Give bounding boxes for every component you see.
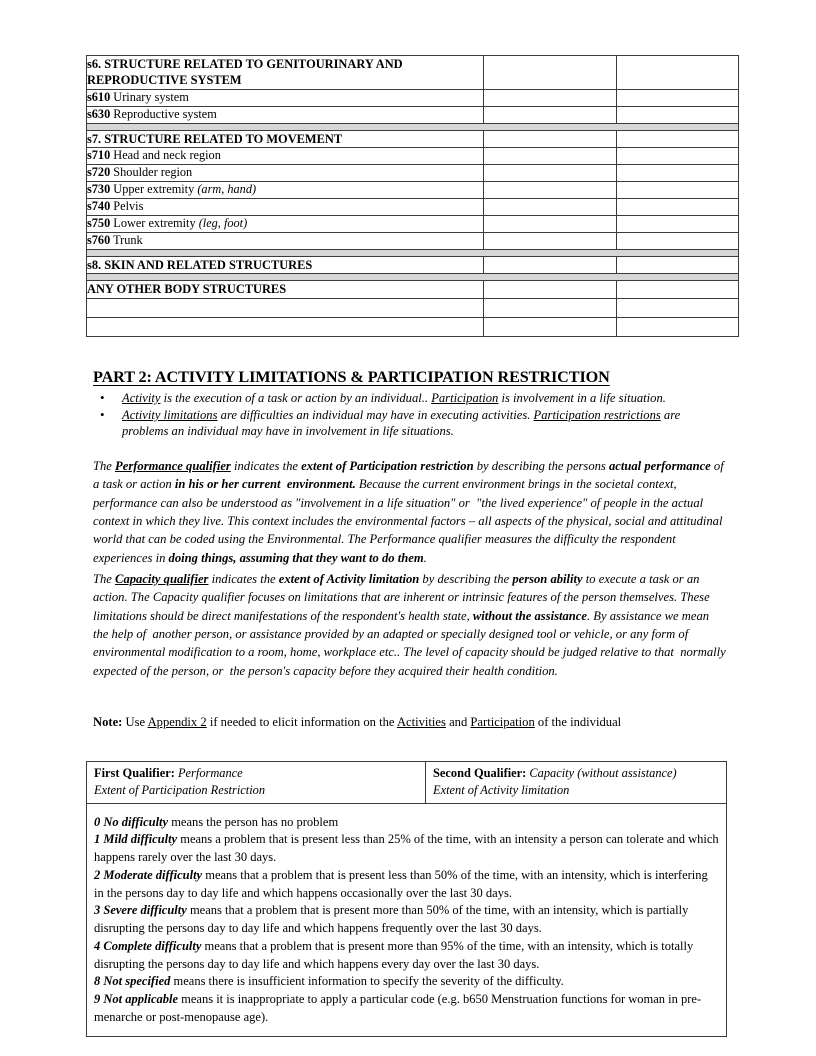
difficulty-level-label: 9 Not applicable bbox=[94, 992, 179, 1007]
qualifier-2-cell[interactable] bbox=[617, 298, 739, 317]
difficulty-level-label: 8 Not specified bbox=[94, 974, 171, 989]
qualifier-1-cell[interactable] bbox=[484, 199, 617, 216]
qualifier-2-cell[interactable] bbox=[617, 281, 739, 298]
capacity-qualifier-paragraph: The Capacity qualifier indicates the extent of Activity limitation by describing the person ability to execute a task or an action. The Capacity qualifier focuses on limitations that are inherent or intrinsic features of the person themselves. These limitations should be direct manifestations of the respondent's health state, without the assistance. By assistance we mean the help of another person, or assistance provided by an adapted or specially designed tool or vehicle, or any form of environmental modification to a room, home, workplace etc.. The level of capacity should be judged relative to that normally expected of the person, or the person's capacity before they acquired their health condition. bbox=[93, 572, 726, 678]
qualifier-2-cell[interactable] bbox=[617, 130, 739, 147]
structure-code: s760 bbox=[87, 233, 111, 248]
qualifier-2-cell[interactable] bbox=[617, 89, 739, 106]
difficulty-definition: 2 Moderate difficulty means that a problem that is present less than 50% of the time, with an intensity, which is interfering in the persons day to day life and which happens occasionally over the last 30 days. bbox=[94, 867, 708, 900]
table-row bbox=[87, 317, 739, 336]
structure-item-cell: s710 Head and neck region bbox=[87, 148, 484, 165]
qualifier-2-cell[interactable] bbox=[617, 257, 739, 274]
qualifier-2-cell[interactable] bbox=[617, 216, 739, 233]
structure-note: (leg, foot) bbox=[198, 216, 248, 231]
first-qualifier-label: First Qualifier: bbox=[94, 766, 175, 780]
qualifier-2-cell[interactable] bbox=[617, 56, 739, 90]
section-header-cell: s8. SKIN AND RELATED STRUCTURES bbox=[87, 257, 484, 274]
table-separator-row bbox=[87, 274, 739, 281]
separator-cell bbox=[87, 123, 739, 130]
table-row bbox=[87, 130, 739, 147]
difficulty-definition: 9 Not applicable means it is inappropriate to apply a particular code (e.g. b650 Menstruation functions for woman in pre-menarche or post-menopause age). bbox=[94, 992, 702, 1024]
first-qualifier-title bbox=[94, 765, 419, 782]
difficulty-level-label: 0 No difficulty bbox=[94, 814, 169, 829]
second-qualifier-extent: Extent of Activity limitation bbox=[433, 782, 570, 797]
qualifier-1-cell[interactable] bbox=[484, 130, 617, 147]
bullet-icon: • bbox=[100, 390, 105, 405]
body-structures-table-body bbox=[87, 56, 739, 337]
qualifier-1-cell[interactable] bbox=[484, 165, 617, 182]
qualifier-2-cell[interactable] bbox=[617, 148, 739, 165]
structure-code: s740 bbox=[87, 199, 111, 214]
qualifier-1-cell[interactable] bbox=[484, 148, 617, 165]
qualifier-1-cell[interactable] bbox=[484, 281, 617, 298]
table-row bbox=[87, 199, 739, 216]
qualifier-2-cell[interactable] bbox=[617, 182, 739, 199]
table-row bbox=[87, 233, 739, 250]
blank-cell bbox=[87, 298, 484, 317]
second-qualifier-value: Capacity (without assistance) bbox=[529, 766, 677, 780]
table-row bbox=[87, 106, 739, 123]
structure-item-cell: s750 Lower extremity (leg, foot) bbox=[87, 216, 484, 233]
section-header-cell: s7. STRUCTURE RELATED TO MOVEMENT bbox=[87, 130, 484, 147]
structure-item-cell: s730 Upper extremity (arm, hand) bbox=[87, 182, 484, 199]
appendix-note: Note: Use Appendix 2 if needed to elicit information on the Activities and Participation of the individual bbox=[93, 715, 622, 729]
table-row bbox=[87, 56, 739, 90]
qualifier-header-row bbox=[87, 762, 726, 804]
performance-qualifier-paragraph: The Performance qualifier indicates the extent of Participation restriction by describing the persons actual performance of a task or action in his or her current environment. Because the current environment brings in the societal context, performance can also be understood as "involvement in a life situation" or "the lived experience" of people in the actual context in which they live. This context includes the environmental factors – all aspects of the physical, social and attitudinal world that can be coded using the Environmental. The Performance qualifier measures the difficulty the respondent experiences in doing things, assuming that they want to do them. bbox=[93, 459, 724, 565]
table-row bbox=[87, 281, 739, 298]
first-qualifier-cell bbox=[87, 762, 426, 803]
difficulty-definition: 4 Complete difficulty means that a problem that is present more than 95% of the time, with an intensity, which is totally disrupting the persons day to day life and which happens every day over the last 30 days. bbox=[94, 938, 694, 971]
structure-code: s610 bbox=[87, 89, 111, 104]
page-title: PART 2: ACTIVITY LIMITATIONS & PARTICIPATION RESTRICTION bbox=[93, 368, 610, 386]
structure-code: s750 bbox=[87, 216, 111, 231]
structure-code: s720 bbox=[87, 165, 111, 180]
structure-item-cell: s720 Shoulder region bbox=[87, 165, 484, 182]
structure-code: s710 bbox=[87, 148, 111, 163]
structure-item-cell: s760 Trunk bbox=[87, 233, 484, 250]
difficulty-level-label: 2 Moderate difficulty bbox=[94, 867, 203, 882]
table-row bbox=[87, 257, 739, 274]
qualifier-1-cell[interactable] bbox=[484, 89, 617, 106]
section-header-cell: ANY OTHER BODY STRUCTURES bbox=[87, 281, 484, 298]
list-item bbox=[96, 390, 726, 407]
body-structures-table bbox=[86, 55, 739, 337]
qualifier-1-cell[interactable] bbox=[484, 56, 617, 90]
structure-note: (arm, hand) bbox=[197, 182, 257, 197]
first-qualifier-extent: Extent of Participation Restriction bbox=[94, 782, 266, 797]
structure-code: s630 bbox=[87, 106, 111, 121]
table-row bbox=[87, 298, 739, 317]
separator-cell bbox=[87, 250, 739, 257]
difficulty-scale-list bbox=[87, 804, 726, 1036]
qualifier-1-cell[interactable] bbox=[484, 257, 617, 274]
qualifier-1-cell[interactable] bbox=[484, 106, 617, 123]
table-separator-row bbox=[87, 250, 739, 257]
qualifier-definitions-box bbox=[86, 761, 727, 1037]
difficulty-definition: 0 No difficulty means the person has no problem bbox=[94, 814, 339, 829]
structure-item-cell: s740 Pelvis bbox=[87, 199, 484, 216]
definition-bullet-list bbox=[96, 390, 726, 440]
second-qualifier-cell bbox=[426, 762, 726, 803]
difficulty-definition: 3 Severe difficulty means that a problem that is present more than 50% of the time, with an intensity, which is partially disrupting the persons day to day life and which happens frequently over the last 30 days. bbox=[94, 903, 689, 936]
qualifier-2-cell[interactable] bbox=[617, 233, 739, 250]
list-item bbox=[96, 407, 726, 440]
difficulty-definition: 8 Not specified means there is insufficient information to specify the severity of the difficulty. bbox=[94, 974, 564, 989]
qualifier-1-cell[interactable] bbox=[484, 233, 617, 250]
table-row bbox=[87, 148, 739, 165]
structure-item-cell: s610 Urinary system bbox=[87, 89, 484, 106]
table-separator-row bbox=[87, 123, 739, 130]
bullet-icon: • bbox=[100, 406, 105, 422]
qualifier-1-cell[interactable] bbox=[484, 298, 617, 317]
bullet-text: Activity is the execution of a task or action by an individual.. Participation is involvement in a life situation. bbox=[122, 391, 666, 405]
separator-cell bbox=[87, 274, 739, 281]
difficulty-level-label: 3 Severe difficulty bbox=[94, 903, 187, 918]
bullet-text: Activity limitations are difficulties an individual may have in executing activities. Participation restrictions are problems an individual may have in involvement in life situations. bbox=[122, 407, 681, 439]
qualifier-2-cell[interactable] bbox=[617, 317, 739, 336]
difficulty-level-label: 1 Mild difficulty bbox=[94, 832, 178, 847]
second-qualifier-label: Second Qualifier: bbox=[433, 766, 527, 780]
structure-code: s730 bbox=[87, 182, 111, 197]
table-row bbox=[87, 89, 739, 106]
first-qualifier-value: Performance bbox=[177, 766, 243, 780]
qualifier-1-cell[interactable] bbox=[484, 317, 617, 336]
table-row bbox=[87, 165, 739, 182]
qualifier-2-cell[interactable] bbox=[617, 165, 739, 182]
qualifier-2-cell[interactable] bbox=[617, 106, 739, 123]
blank-cell bbox=[87, 317, 484, 336]
difficulty-level-label: 4 Complete difficulty bbox=[94, 938, 202, 953]
difficulty-definition: 1 Mild difficulty means a problem that is present less than 25% of the time, with an intensity a person can tolerate and which happens rarely over the last 30 days. bbox=[94, 832, 719, 865]
qualifier-2-cell[interactable] bbox=[617, 199, 739, 216]
section-header-cell: s6. STRUCTURE RELATED TO GENITOURINARY AND REPRODUCTIVE SYSTEM bbox=[87, 56, 484, 90]
second-qualifier-title bbox=[433, 765, 720, 782]
table-row bbox=[87, 216, 739, 233]
qualifier-1-cell[interactable] bbox=[484, 216, 617, 233]
table-row bbox=[87, 182, 739, 199]
qualifier-1-cell[interactable] bbox=[484, 182, 617, 199]
structure-item-cell: s630 Reproductive system bbox=[87, 106, 484, 123]
